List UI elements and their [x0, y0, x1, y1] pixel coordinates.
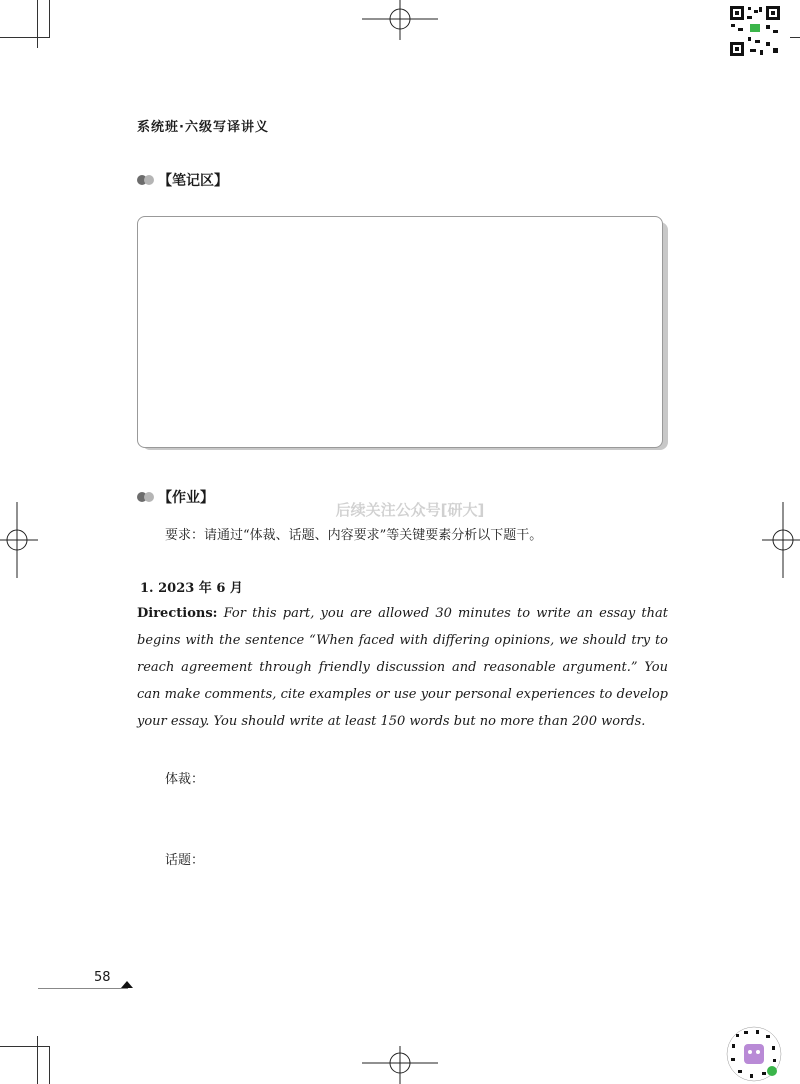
notes-heading-label: 【笔记区】: [158, 173, 228, 189]
directions-text: For this part, you are allowed 30 minutes to write an essay that begins with the sentence “When faced with differing opinions, we should try to reach agreement through friendly discussion and reasonable argument.” You can make comments, cite examples or use your personal experiences to develop your essay. You should write at least 150 words but no more than 200 words.: [137, 606, 668, 729]
registration-mark-icon: [762, 502, 800, 578]
watermark-line: 后续关注公众号[研大]: [335, 501, 485, 519]
registration-mark-icon: [362, 0, 438, 40]
homework-requirement: 要求：请通过“体裁、话题、内容要求”等关键要素分析以下题干。: [165, 528, 543, 543]
topic-label: 话题：: [165, 853, 205, 868]
crop-mark: [790, 37, 800, 38]
question-title: 1. 2023 年 6 月: [140, 581, 243, 596]
crop-mark: [37, 1036, 38, 1084]
homework-heading: [137, 487, 214, 507]
page-marker-triangle-icon: [121, 981, 133, 988]
page-number: 58: [94, 970, 111, 985]
notes-heading: [137, 170, 228, 190]
directions-label: Directions:: [137, 606, 218, 621]
crop-mark: [37, 0, 38, 48]
genre-label: 体裁：: [165, 772, 205, 787]
homework-heading-label: 【作业】: [158, 490, 214, 506]
page-number-rule: [38, 988, 128, 989]
qr-code-icon: [728, 4, 782, 58]
bullet-dot-icon: [144, 492, 154, 502]
question-directions: [137, 600, 668, 735]
crop-mark: [0, 37, 50, 38]
crop-mark: [0, 1046, 50, 1047]
registration-mark-icon: [0, 502, 38, 578]
notes-box: [137, 216, 663, 448]
watermark: [300, 500, 520, 520]
registration-mark-icon: [362, 1046, 438, 1084]
qr-code-icon: [726, 1026, 782, 1082]
bullet-dot-icon: [144, 175, 154, 185]
crop-mark: [49, 0, 50, 38]
page-header: 系统班·六级写译讲义: [137, 120, 269, 135]
crop-mark: [49, 1046, 50, 1084]
